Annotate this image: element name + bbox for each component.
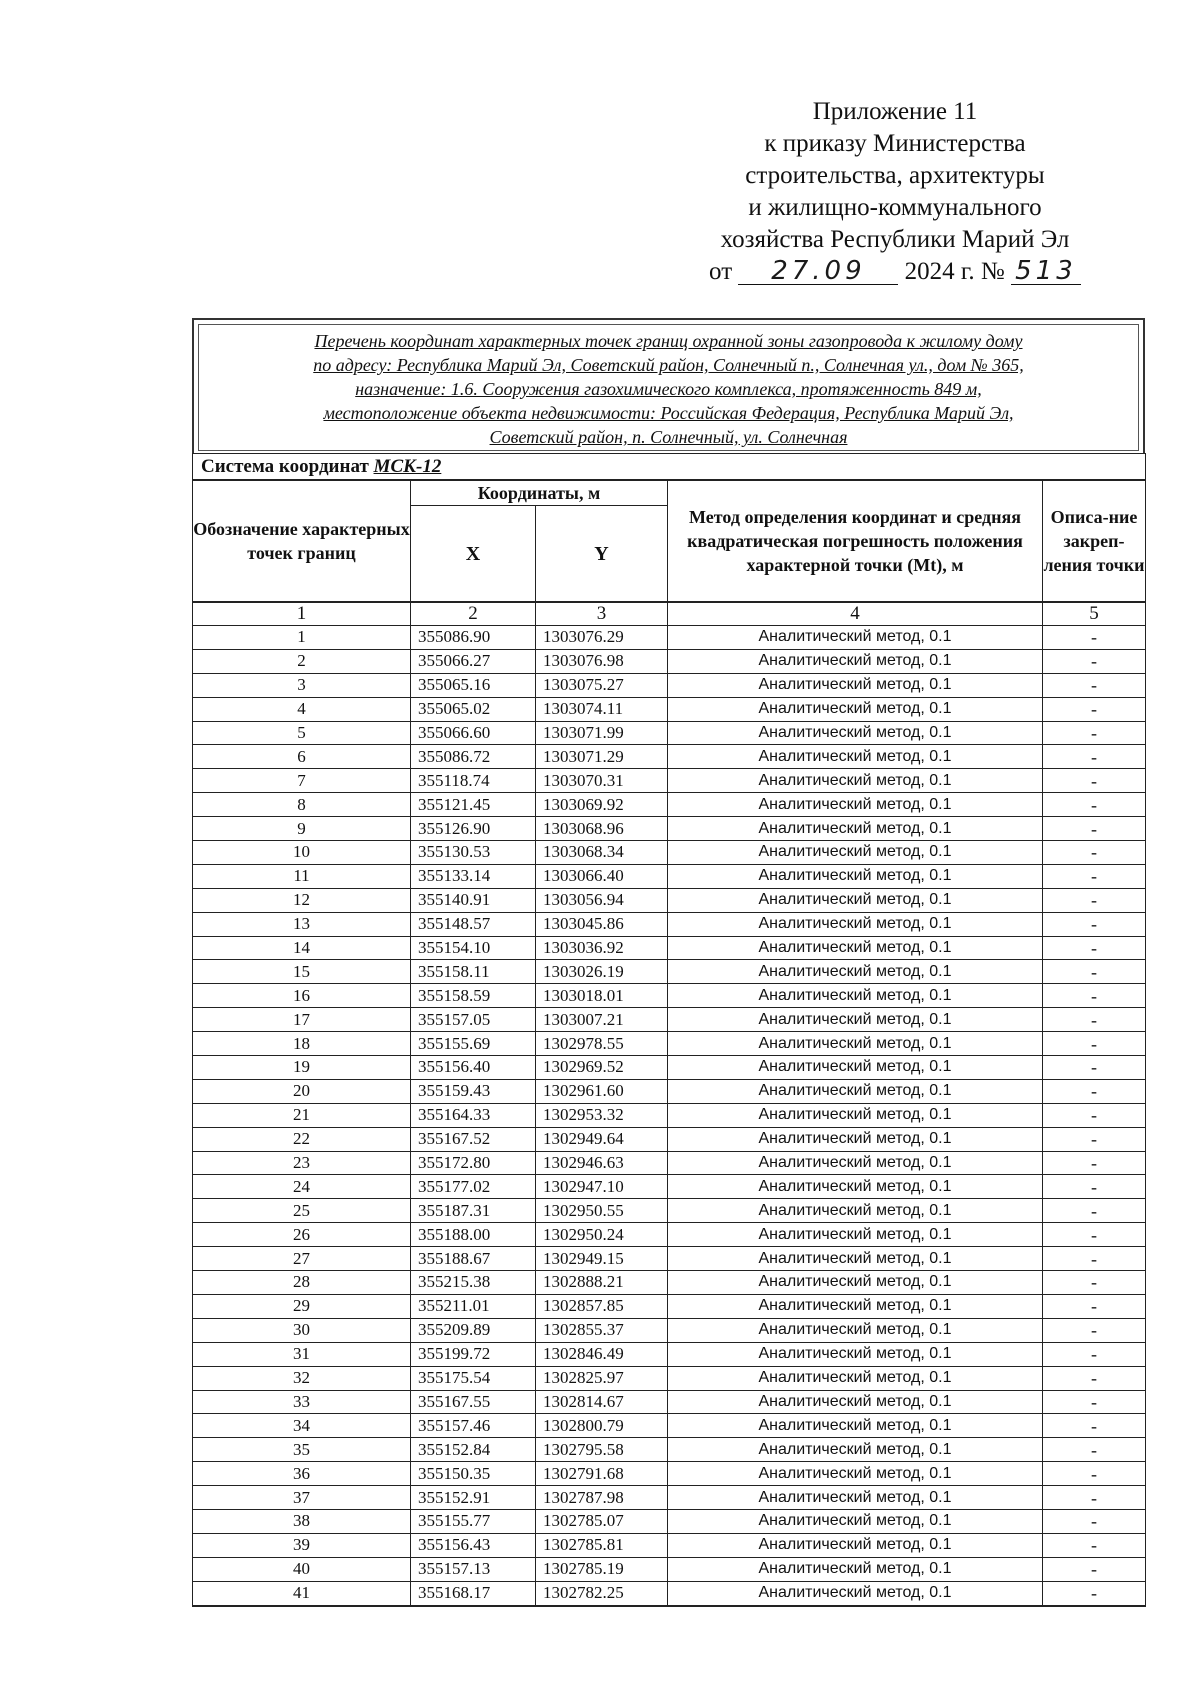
title-line: Советский район, п. Солнечный, ул. Солнечная xyxy=(489,427,848,447)
method-cell: Аналитический метод, 0.1 xyxy=(668,1533,1043,1557)
description-cell: - xyxy=(1043,1103,1146,1127)
y-coordinate-cell: 1302785.07 xyxy=(536,1509,668,1533)
description-cell: - xyxy=(1043,793,1146,817)
point-id-cell: 20 xyxy=(193,1079,411,1103)
y-coordinate-cell: 1302787.98 xyxy=(536,1486,668,1510)
title-line: по адресу: Республика Марий Эл, Советский район, Солнечный п., Солнечная ул., дом № 365, xyxy=(313,355,1024,375)
header-row xyxy=(193,480,1146,506)
description-cell: - xyxy=(1043,817,1146,841)
x-coordinate-cell: 355157.46 xyxy=(411,1414,536,1438)
description-cell: - xyxy=(1043,1247,1146,1271)
y-coordinate-cell: 1303007.21 xyxy=(536,1008,668,1032)
x-coordinate-cell: 355199.72 xyxy=(411,1342,536,1366)
y-coordinate-cell: 1303076.98 xyxy=(536,649,668,673)
y-coordinate-cell: 1302855.37 xyxy=(536,1318,668,1342)
method-cell: Аналитический метод, 0.1 xyxy=(668,1032,1043,1056)
description-cell: - xyxy=(1043,673,1146,697)
description-cell: - xyxy=(1043,841,1146,865)
table-row xyxy=(193,649,1146,673)
header-line: строительства, архитектуры xyxy=(745,162,1045,189)
x-coordinate-cell: 355188.00 xyxy=(411,1223,536,1247)
table-row xyxy=(193,817,1146,841)
method-cell: Аналитический метод, 0.1 xyxy=(668,1486,1043,1510)
method-cell: Аналитический метод, 0.1 xyxy=(668,984,1043,1008)
method-cell: Аналитический метод, 0.1 xyxy=(668,936,1043,960)
point-id-cell: 31 xyxy=(193,1342,411,1366)
point-id-cell: 8 xyxy=(193,793,411,817)
table-row xyxy=(193,673,1146,697)
table-row xyxy=(193,864,1146,888)
description-cell: - xyxy=(1043,1056,1146,1080)
y-coordinate-cell: 1303070.31 xyxy=(536,769,668,793)
y-coordinate-cell: 1303066.40 xyxy=(536,864,668,888)
method-cell: Аналитический метод, 0.1 xyxy=(668,745,1043,769)
description-cell: - xyxy=(1043,1151,1146,1175)
x-coordinate-cell: 355118.74 xyxy=(411,769,536,793)
handwritten-order-number: 513 xyxy=(1011,258,1081,285)
point-id-cell: 19 xyxy=(193,1056,411,1080)
x-coordinate-cell: 355157.05 xyxy=(411,1008,536,1032)
x-coordinate-cell: 355150.35 xyxy=(411,1462,536,1486)
method-cell: Аналитический метод, 0.1 xyxy=(668,1414,1043,1438)
x-coordinate-cell: 355152.91 xyxy=(411,1486,536,1510)
table-title xyxy=(198,324,1139,451)
point-id-cell: 6 xyxy=(193,745,411,769)
x-coordinate-cell: 355156.40 xyxy=(411,1056,536,1080)
table-row xyxy=(193,1032,1146,1056)
table-row xyxy=(193,1366,1146,1390)
y-coordinate-cell: 1303068.34 xyxy=(536,841,668,865)
method-cell: Аналитический метод, 0.1 xyxy=(668,1079,1043,1103)
table-row xyxy=(193,1414,1146,1438)
description-cell: - xyxy=(1043,936,1146,960)
column-number: 5 xyxy=(1043,602,1146,626)
table-row xyxy=(193,793,1146,817)
point-id-cell: 15 xyxy=(193,960,411,984)
method-cell: Аналитический метод, 0.1 xyxy=(668,649,1043,673)
x-coordinate-cell: 355167.52 xyxy=(411,1127,536,1151)
description-cell: - xyxy=(1043,745,1146,769)
point-id-cell: 2 xyxy=(193,649,411,673)
table-row xyxy=(193,1462,1146,1486)
description-cell: - xyxy=(1043,1581,1146,1605)
column-number: 4 xyxy=(668,602,1043,626)
col-designation-header: Обозначение характерных точек границ xyxy=(193,480,411,602)
y-coordinate-cell: 1303026.19 xyxy=(536,960,668,984)
description-cell: - xyxy=(1043,697,1146,721)
point-id-cell: 28 xyxy=(193,1271,411,1295)
y-coordinate-cell: 1303071.29 xyxy=(536,745,668,769)
description-cell: - xyxy=(1043,1318,1146,1342)
col-y-header: Y xyxy=(536,506,668,603)
x-coordinate-cell: 355172.80 xyxy=(411,1151,536,1175)
method-cell: Аналитический метод, 0.1 xyxy=(668,793,1043,817)
coord-system-label: Система координат xyxy=(201,455,369,477)
x-coordinate-cell: 355155.69 xyxy=(411,1032,536,1056)
method-cell: Аналитический метод, 0.1 xyxy=(668,1247,1043,1271)
title-line: местоположение объекта недвижимости: Российская Федерация, Республика Марий Эл, xyxy=(323,403,1014,423)
y-coordinate-cell: 1302950.24 xyxy=(536,1223,668,1247)
point-id-cell: 27 xyxy=(193,1247,411,1271)
table-body xyxy=(193,626,1146,1606)
y-coordinate-cell: 1302785.81 xyxy=(536,1533,668,1557)
point-id-cell: 11 xyxy=(193,864,411,888)
method-cell: Аналитический метод, 0.1 xyxy=(668,1199,1043,1223)
y-coordinate-cell: 1302857.85 xyxy=(536,1294,668,1318)
description-cell: - xyxy=(1043,960,1146,984)
y-coordinate-cell: 1302949.15 xyxy=(536,1247,668,1271)
method-cell: Аналитический метод, 0.1 xyxy=(668,1581,1043,1605)
description-cell: - xyxy=(1043,888,1146,912)
description-cell: - xyxy=(1043,1462,1146,1486)
y-coordinate-cell: 1303036.92 xyxy=(536,936,668,960)
x-coordinate-cell: 355158.59 xyxy=(411,984,536,1008)
point-id-cell: 12 xyxy=(193,888,411,912)
method-cell: Аналитический метод, 0.1 xyxy=(668,1438,1043,1462)
description-cell: - xyxy=(1043,721,1146,745)
y-coordinate-cell: 1302947.10 xyxy=(536,1175,668,1199)
point-id-cell: 33 xyxy=(193,1390,411,1414)
point-id-cell: 38 xyxy=(193,1509,411,1533)
y-coordinate-cell: 1302814.67 xyxy=(536,1390,668,1414)
point-id-cell: 4 xyxy=(193,697,411,721)
y-coordinate-cell: 1303076.29 xyxy=(536,626,668,650)
method-cell: Аналитический метод, 0.1 xyxy=(668,1271,1043,1295)
x-coordinate-cell: 355177.02 xyxy=(411,1175,536,1199)
table-row xyxy=(193,1127,1146,1151)
point-id-cell: 39 xyxy=(193,1533,411,1557)
y-coordinate-cell: 1303056.94 xyxy=(536,888,668,912)
x-coordinate-cell: 355215.38 xyxy=(411,1271,536,1295)
x-coordinate-cell: 355164.33 xyxy=(411,1103,536,1127)
table-row xyxy=(193,1199,1146,1223)
table-row xyxy=(193,912,1146,936)
table-row xyxy=(193,1056,1146,1080)
column-number: 3 xyxy=(536,602,668,626)
table-row xyxy=(193,1557,1146,1581)
description-cell: - xyxy=(1043,1390,1146,1414)
method-cell: Аналитический метод, 0.1 xyxy=(668,864,1043,888)
x-coordinate-cell: 355159.43 xyxy=(411,1079,536,1103)
point-id-cell: 40 xyxy=(193,1557,411,1581)
table-row xyxy=(193,888,1146,912)
method-cell: Аналитический метод, 0.1 xyxy=(668,888,1043,912)
table-row xyxy=(193,1318,1146,1342)
description-cell: - xyxy=(1043,1557,1146,1581)
x-coordinate-cell: 355140.91 xyxy=(411,888,536,912)
method-cell: Аналитический метод, 0.1 xyxy=(668,1175,1043,1199)
point-id-cell: 25 xyxy=(193,1199,411,1223)
method-cell: Аналитический метод, 0.1 xyxy=(668,1223,1043,1247)
title-line: назначение: 1.6. Сооружения газохимического комплекса, протяженность 849 м, xyxy=(355,379,982,399)
year-text: 2024 г. № xyxy=(904,258,1005,285)
y-coordinate-cell: 1303071.99 xyxy=(536,721,668,745)
table-row xyxy=(193,1533,1146,1557)
x-coordinate-cell: 355065.02 xyxy=(411,697,536,721)
header-line: к приказу Министерства xyxy=(764,130,1026,157)
header-line: хозяйства Республики Марий Эл xyxy=(720,226,1070,253)
y-coordinate-cell: 1302961.60 xyxy=(536,1079,668,1103)
y-coordinate-cell: 1302969.52 xyxy=(536,1056,668,1080)
table-row xyxy=(193,841,1146,865)
col-method-header: Метод определения координат и средняя квадратическая погрешность положения характерной точки (Mt), м xyxy=(668,480,1043,602)
table-row xyxy=(193,769,1146,793)
point-id-cell: 23 xyxy=(193,1151,411,1175)
header-line: и жилищно-коммунального xyxy=(748,194,1042,221)
table-row xyxy=(193,1103,1146,1127)
y-coordinate-cell: 1302949.64 xyxy=(536,1127,668,1151)
y-coordinate-cell: 1303068.96 xyxy=(536,817,668,841)
table-row xyxy=(193,1438,1146,1462)
y-coordinate-cell: 1302800.79 xyxy=(536,1414,668,1438)
col-description-header: Описа-ние закреп-ления точки xyxy=(1043,480,1146,602)
method-cell: Аналитический метод, 0.1 xyxy=(668,841,1043,865)
point-id-cell: 10 xyxy=(193,841,411,865)
description-cell: - xyxy=(1043,1223,1146,1247)
y-coordinate-cell: 1302825.97 xyxy=(536,1366,668,1390)
col-x-header: X xyxy=(411,506,536,603)
column-number-row xyxy=(193,602,1146,626)
x-coordinate-cell: 355066.60 xyxy=(411,721,536,745)
method-cell: Аналитический метод, 0.1 xyxy=(668,1557,1043,1581)
method-cell: Аналитический метод, 0.1 xyxy=(668,1366,1043,1390)
table-row xyxy=(193,1223,1146,1247)
description-cell: - xyxy=(1043,1366,1146,1390)
y-coordinate-cell: 1302846.49 xyxy=(536,1342,668,1366)
point-id-cell: 24 xyxy=(193,1175,411,1199)
x-coordinate-cell: 355152.84 xyxy=(411,1438,536,1462)
x-coordinate-cell: 355133.14 xyxy=(411,864,536,888)
description-cell: - xyxy=(1043,1509,1146,1533)
point-id-cell: 29 xyxy=(193,1294,411,1318)
description-cell: - xyxy=(1043,1199,1146,1223)
x-coordinate-cell: 355175.54 xyxy=(411,1366,536,1390)
description-cell: - xyxy=(1043,1294,1146,1318)
description-cell: - xyxy=(1043,912,1146,936)
x-coordinate-cell: 355155.77 xyxy=(411,1509,536,1533)
method-cell: Аналитический метод, 0.1 xyxy=(668,673,1043,697)
y-coordinate-cell: 1302978.55 xyxy=(536,1032,668,1056)
x-coordinate-cell: 355148.57 xyxy=(411,912,536,936)
x-coordinate-cell: 355121.45 xyxy=(411,793,536,817)
method-cell: Аналитический метод, 0.1 xyxy=(668,626,1043,650)
y-coordinate-cell: 1302785.19 xyxy=(536,1557,668,1581)
table-row xyxy=(193,1486,1146,1510)
table-row xyxy=(193,1342,1146,1366)
point-id-cell: 7 xyxy=(193,769,411,793)
y-coordinate-cell: 1303045.86 xyxy=(536,912,668,936)
method-cell: Аналитический метод, 0.1 xyxy=(668,1390,1043,1414)
point-id-cell: 32 xyxy=(193,1366,411,1390)
method-cell: Аналитический метод, 0.1 xyxy=(668,1151,1043,1175)
coordinates-table-container xyxy=(192,318,1145,1607)
method-cell: Аналитический метод, 0.1 xyxy=(668,1008,1043,1032)
point-id-cell: 18 xyxy=(193,1032,411,1056)
point-id-cell: 9 xyxy=(193,817,411,841)
table-row xyxy=(193,936,1146,960)
table-row xyxy=(193,1271,1146,1295)
x-coordinate-cell: 355158.11 xyxy=(411,960,536,984)
point-id-cell: 37 xyxy=(193,1486,411,1510)
description-cell: - xyxy=(1043,1533,1146,1557)
point-id-cell: 16 xyxy=(193,984,411,1008)
description-cell: - xyxy=(1043,1032,1146,1056)
description-cell: - xyxy=(1043,1342,1146,1366)
point-id-cell: 30 xyxy=(193,1318,411,1342)
point-id-cell: 35 xyxy=(193,1438,411,1462)
method-cell: Аналитический метод, 0.1 xyxy=(668,1056,1043,1080)
description-cell: - xyxy=(1043,1008,1146,1032)
x-coordinate-cell: 355211.01 xyxy=(411,1294,536,1318)
y-coordinate-cell: 1302791.68 xyxy=(536,1462,668,1486)
x-coordinate-cell: 355086.90 xyxy=(411,626,536,650)
table-row xyxy=(193,1294,1146,1318)
table-title-box xyxy=(192,318,1145,453)
y-coordinate-cell: 1303074.11 xyxy=(536,697,668,721)
header-line: Приложение 11 xyxy=(812,98,978,125)
appendix-header xyxy=(690,96,1100,288)
point-id-cell: 13 xyxy=(193,912,411,936)
x-coordinate-cell: 355066.27 xyxy=(411,649,536,673)
description-cell: - xyxy=(1043,1414,1146,1438)
y-coordinate-cell: 1302953.32 xyxy=(536,1103,668,1127)
method-cell: Аналитический метод, 0.1 xyxy=(668,1509,1043,1533)
table-row xyxy=(193,1079,1146,1103)
table-row xyxy=(193,697,1146,721)
description-cell: - xyxy=(1043,864,1146,888)
coord-system-value: МСК-12 xyxy=(373,455,442,477)
x-coordinate-cell: 355156.43 xyxy=(411,1533,536,1557)
col-coords-group-header: Координаты, м xyxy=(411,480,668,506)
date-prefix: от xyxy=(709,258,733,285)
coordinates-table xyxy=(192,453,1146,1607)
coord-system-row xyxy=(193,454,1146,481)
x-coordinate-cell: 355130.53 xyxy=(411,841,536,865)
x-coordinate-cell: 355126.90 xyxy=(411,817,536,841)
description-cell: - xyxy=(1043,1175,1146,1199)
description-cell: - xyxy=(1043,1486,1146,1510)
point-id-cell: 21 xyxy=(193,1103,411,1127)
order-date-line xyxy=(690,256,1100,288)
table-row xyxy=(193,1151,1146,1175)
table-row xyxy=(193,721,1146,745)
x-coordinate-cell: 355168.17 xyxy=(411,1581,536,1605)
point-id-cell: 3 xyxy=(193,673,411,697)
handwritten-date: 27.09 xyxy=(738,258,898,285)
x-coordinate-cell: 355209.89 xyxy=(411,1318,536,1342)
x-coordinate-cell: 355154.10 xyxy=(411,936,536,960)
point-id-cell: 14 xyxy=(193,936,411,960)
method-cell: Аналитический метод, 0.1 xyxy=(668,1103,1043,1127)
method-cell: Аналитический метод, 0.1 xyxy=(668,912,1043,936)
column-number: 2 xyxy=(411,602,536,626)
y-coordinate-cell: 1302795.58 xyxy=(536,1438,668,1462)
coord-system-cell xyxy=(193,454,1146,481)
point-id-cell: 34 xyxy=(193,1414,411,1438)
table-row xyxy=(193,984,1146,1008)
point-id-cell: 1 xyxy=(193,626,411,650)
x-coordinate-cell: 355157.13 xyxy=(411,1557,536,1581)
y-coordinate-cell: 1303075.27 xyxy=(536,673,668,697)
description-cell: - xyxy=(1043,649,1146,673)
description-cell: - xyxy=(1043,1438,1146,1462)
title-line: Перечень координат характерных точек границ охранной зоны газопровода к жилому дому xyxy=(314,331,1023,351)
table-row xyxy=(193,1175,1146,1199)
point-id-cell: 17 xyxy=(193,1008,411,1032)
method-cell: Аналитический метод, 0.1 xyxy=(668,721,1043,745)
method-cell: Аналитический метод, 0.1 xyxy=(668,697,1043,721)
method-cell: Аналитический метод, 0.1 xyxy=(668,1294,1043,1318)
description-cell: - xyxy=(1043,1271,1146,1295)
description-cell: - xyxy=(1043,984,1146,1008)
method-cell: Аналитический метод, 0.1 xyxy=(668,769,1043,793)
description-cell: - xyxy=(1043,769,1146,793)
method-cell: Аналитический метод, 0.1 xyxy=(668,1127,1043,1151)
description-cell: - xyxy=(1043,626,1146,650)
table-row xyxy=(193,960,1146,984)
point-id-cell: 41 xyxy=(193,1581,411,1605)
y-coordinate-cell: 1303018.01 xyxy=(536,984,668,1008)
x-coordinate-cell: 355086.72 xyxy=(411,745,536,769)
table-row xyxy=(193,1247,1146,1271)
point-id-cell: 22 xyxy=(193,1127,411,1151)
y-coordinate-cell: 1302782.25 xyxy=(536,1581,668,1605)
y-coordinate-cell: 1302946.63 xyxy=(536,1151,668,1175)
x-coordinate-cell: 355065.16 xyxy=(411,673,536,697)
y-coordinate-cell: 1302950.55 xyxy=(536,1199,668,1223)
x-coordinate-cell: 355187.31 xyxy=(411,1199,536,1223)
table-row xyxy=(193,745,1146,769)
point-id-cell: 36 xyxy=(193,1462,411,1486)
column-number: 1 xyxy=(193,602,411,626)
method-cell: Аналитический метод, 0.1 xyxy=(668,817,1043,841)
table-row xyxy=(193,1390,1146,1414)
table-row xyxy=(193,1008,1146,1032)
x-coordinate-cell: 355167.55 xyxy=(411,1390,536,1414)
method-cell: Аналитический метод, 0.1 xyxy=(668,1318,1043,1342)
method-cell: Аналитический метод, 0.1 xyxy=(668,1462,1043,1486)
point-id-cell: 5 xyxy=(193,721,411,745)
y-coordinate-cell: 1303069.92 xyxy=(536,793,668,817)
table-row xyxy=(193,626,1146,650)
x-coordinate-cell: 355188.67 xyxy=(411,1247,536,1271)
table-row xyxy=(193,1509,1146,1533)
description-cell: - xyxy=(1043,1079,1146,1103)
description-cell: - xyxy=(1043,1127,1146,1151)
method-cell: Аналитический метод, 0.1 xyxy=(668,960,1043,984)
y-coordinate-cell: 1302888.21 xyxy=(536,1271,668,1295)
point-id-cell: 26 xyxy=(193,1223,411,1247)
method-cell: Аналитический метод, 0.1 xyxy=(668,1342,1043,1366)
table-row xyxy=(193,1581,1146,1605)
